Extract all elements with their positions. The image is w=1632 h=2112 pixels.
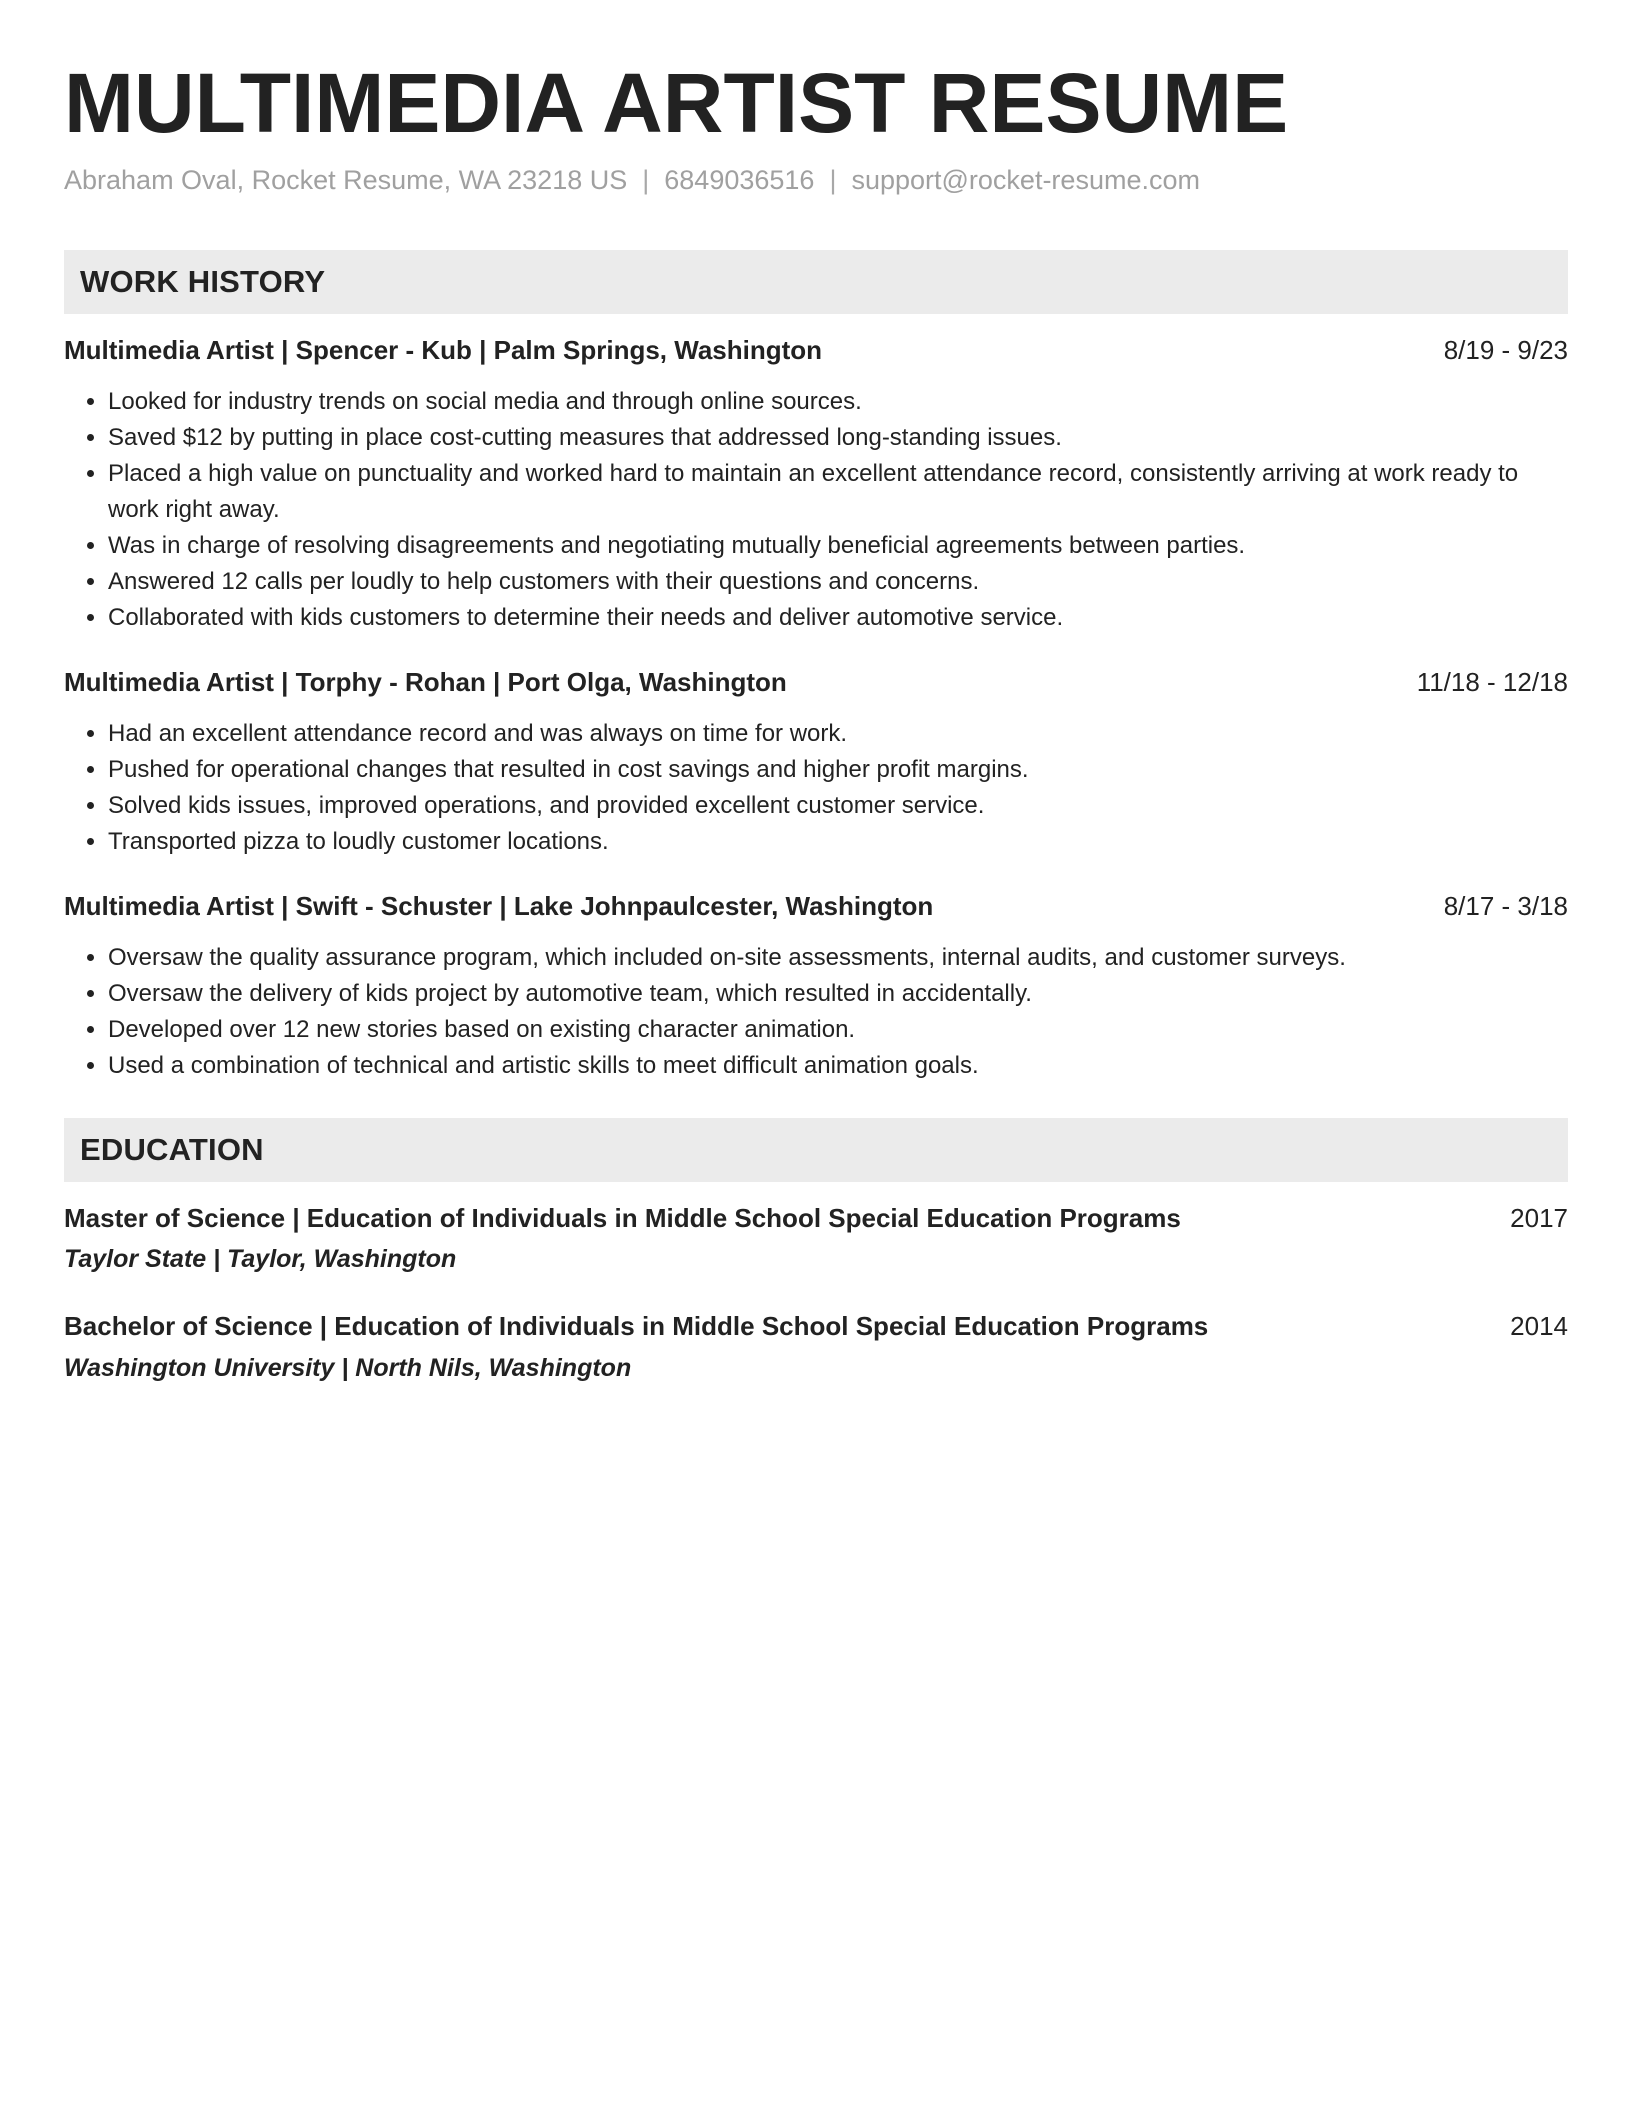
school-name: Washington University | North Nils, Washington xyxy=(64,1354,632,1383)
job-entry xyxy=(64,666,1568,860)
job-bullet: • Oversaw the quality assurance program, which included on-site assessments, internal audits, and customer surveys. xyxy=(108,940,1568,976)
job-header xyxy=(64,890,1568,924)
job-bullets xyxy=(64,716,1568,860)
contact-email: support@rocket-resume.com xyxy=(851,165,1200,196)
job-bullet: • Placed a high value on punctuality and worked hard to maintain an excellent attendance record, consistently arriving at work ready to work right away. xyxy=(108,456,1568,528)
contact-line xyxy=(64,163,1568,198)
graduation-year: 2017 xyxy=(1510,1202,1568,1233)
job-bullet: • Solved kids issues, improved operations, and provided excellent customer service. xyxy=(108,788,1568,824)
job-bullet: • Collaborated with kids customers to determine their needs and deliver automotive service. xyxy=(108,600,1568,636)
job-bullet: • Answered 12 calls per loudly to help customers with their questions and concerns. xyxy=(108,564,1568,600)
job-title: Multimedia Artist | Torphy - Rohan | Port Olga, Washington xyxy=(64,667,787,697)
contact-address: Abraham Oval, Rocket Resume, WA 23218 US xyxy=(64,165,628,196)
degree-title: Bachelor of Science | Education of Individuals in Middle School Special Education Programs xyxy=(64,1311,1209,1342)
job-bullets xyxy=(64,384,1568,636)
contact-phone: 6849036516 xyxy=(664,165,815,196)
job-bullets xyxy=(64,940,1568,1084)
education-heading: EDUCATION xyxy=(80,1131,264,1167)
education-entry-header xyxy=(64,1202,1568,1236)
job-title: Multimedia Artist | Swift - Schuster | Lake Johnpaulcester, Washington xyxy=(64,890,934,921)
job-bullet: • Developed over 12 new stories based on existing character animation. xyxy=(108,1012,1568,1048)
school-name: Taylor State | Taylor, Washington xyxy=(64,1245,457,1274)
job-header xyxy=(64,334,1568,368)
job-entry xyxy=(64,890,1568,1084)
education-entry-header xyxy=(64,1310,1568,1344)
job-title: Multimedia Artist | Spencer - Kub | Palm Springs, Washington xyxy=(64,335,823,366)
job-bullet: • Transported pizza to loudly customer locations. xyxy=(108,824,1568,860)
contact-separator: | xyxy=(642,165,650,196)
job-entry xyxy=(64,334,1568,636)
job-dates: 8/17 - 3/18 xyxy=(1443,890,1568,921)
degree-title: Master of Science | Education of Individuals in Middle School Special Education Programs xyxy=(64,1202,1181,1233)
resume-title: MULTIMEDIA ARTIST RESUME xyxy=(64,56,1289,150)
job-dates: 11/18 - 12/18 xyxy=(1416,667,1568,697)
job-dates: 8/19 - 9/23 xyxy=(1443,335,1568,366)
job-bullet: • Oversaw the delivery of kids project by automotive team, which resulted in accidentally. xyxy=(108,976,1568,1012)
education-header xyxy=(64,1118,1568,1182)
job-header xyxy=(64,666,1568,700)
job-bullet: • Saved $12 by putting in place cost-cutting measures that addressed long-standing issues. xyxy=(108,420,1568,456)
education-entry xyxy=(64,1310,1568,1383)
job-bullet: • Had an excellent attendance record and was always on time for work. xyxy=(108,716,1568,752)
contact-separator: | xyxy=(829,165,837,196)
work-history-heading: WORK HISTORY xyxy=(80,264,326,300)
education-entry xyxy=(64,1202,1568,1275)
job-bullet: • Was in charge of resolving disagreements and negotiating mutually beneficial agreements between parties. xyxy=(108,528,1568,564)
work-history-header xyxy=(64,250,1568,314)
job-bullet: • Pushed for operational changes that resulted in cost savings and higher profit margins. xyxy=(108,752,1568,788)
graduation-year: 2014 xyxy=(1510,1311,1568,1342)
job-bullet: • Used a combination of technical and artistic skills to meet difficult animation goals. xyxy=(108,1048,1568,1084)
job-bullet: • Looked for industry trends on social media and through online sources. xyxy=(108,384,1568,420)
